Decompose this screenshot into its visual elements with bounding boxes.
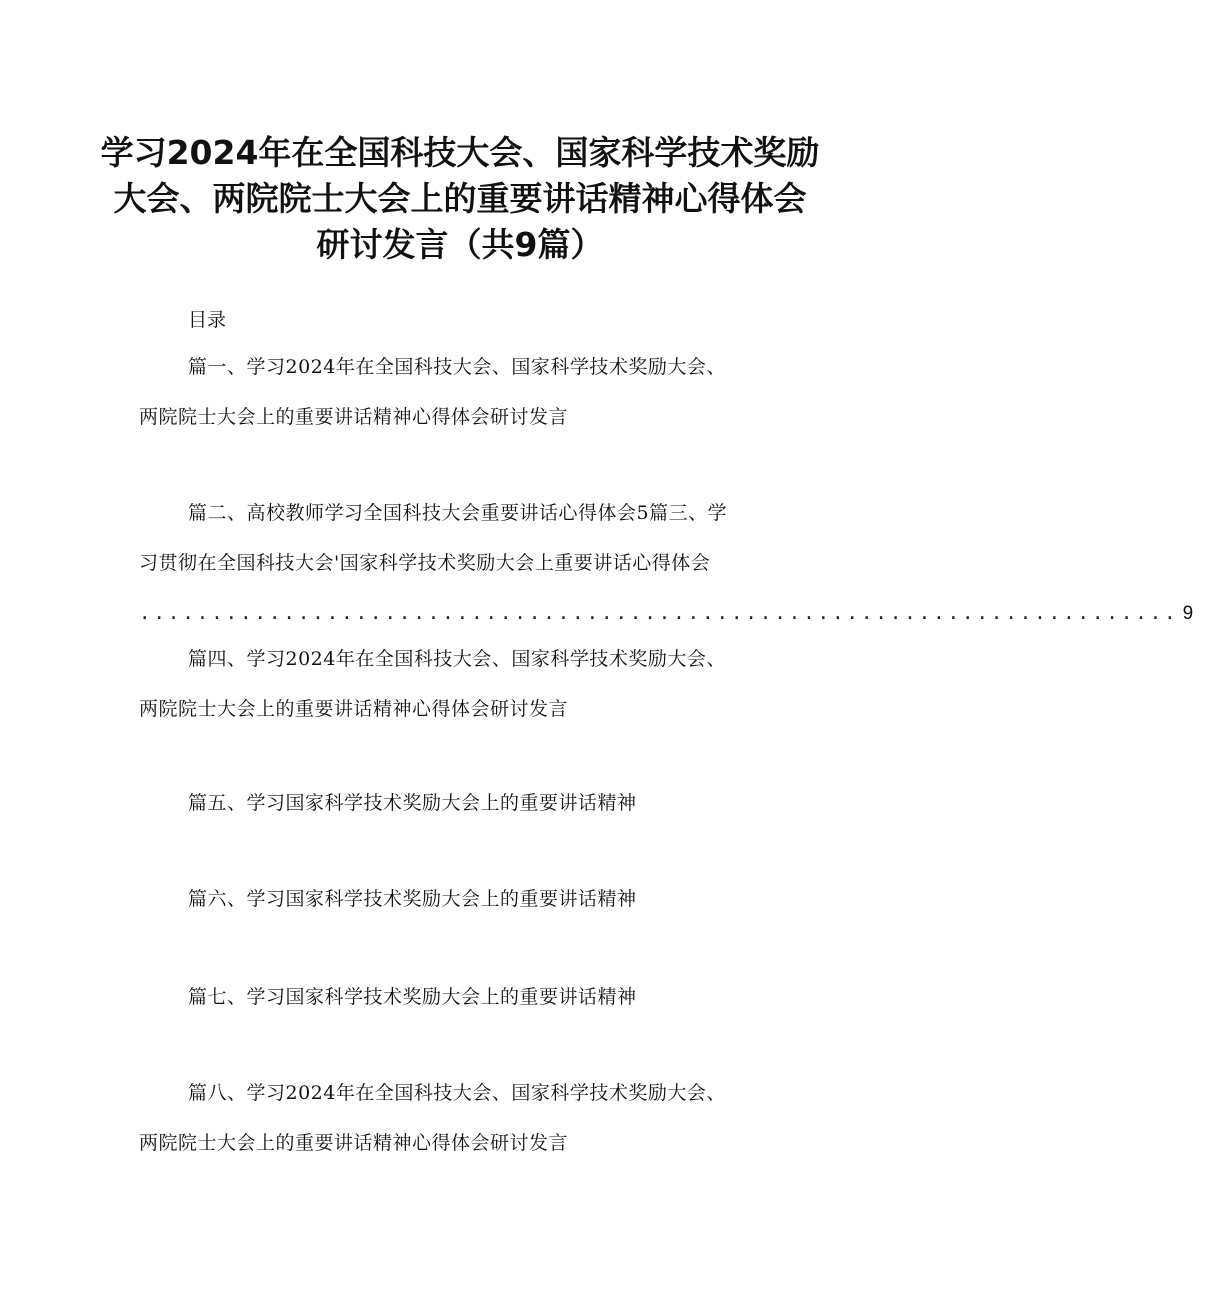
toc-entry-5 <box>139 778 779 828</box>
toc-entry-4 <box>139 634 779 734</box>
toc-entry-2 <box>139 488 1194 639</box>
document-title: 学习2024年在全国科技大会、国家科学技术奖励大会、两院院士大会上的重要讲话精神心得体会研讨发言（共9篇） <box>100 133 820 264</box>
toc-entry-line: 两院院士大会上的重要讲话精神心得体会研讨发言 <box>139 1132 569 1154</box>
toc-entry-line: 篇五、学习国家科学技术奖励大会上的重要讲话精神 <box>188 792 637 814</box>
toc-entry-line: 篇八、学习2024年在全国科技大会、国家科学技术奖励大会、 <box>188 1082 726 1104</box>
toc-page-number: 9 <box>1182 603 1194 624</box>
toc-heading: 目录 <box>188 309 227 331</box>
toc-entry-line: 篇二、高校教师学习全国科技大会重要讲话心得体会5篇三、学 <box>188 502 728 524</box>
toc-entry-8 <box>139 1068 779 1168</box>
toc-entry-line: 习贯彻在全国科技大会'国家科学技术奖励大会上重要讲话心得体会 <box>139 552 711 574</box>
toc-entry-line: 两院院士大会上的重要讲话精神心得体会研讨发言 <box>139 698 569 720</box>
toc-entry-line: 篇七、学习国家科学技术奖励大会上的重要讲话精神 <box>188 986 637 1008</box>
toc-entry-line: 篇六、学习国家科学技术奖励大会上的重要讲话精神 <box>188 888 637 910</box>
toc-dot-leader <box>139 588 1194 639</box>
toc-entry-line: 篇一、学习2024年在全国科技大会、国家科学技术奖励大会、 <box>188 356 726 378</box>
leader-dots: ........................................................................ <box>139 602 1179 624</box>
toc-entry-6 <box>139 874 779 924</box>
toc-entry-line: 篇四、学习2024年在全国科技大会、国家科学技术奖励大会、 <box>188 648 726 670</box>
toc-entry-7 <box>139 972 779 1022</box>
toc-entry-line: 两院院士大会上的重要讲话精神心得体会研讨发言 <box>139 406 569 428</box>
toc-entry-1 <box>139 342 779 442</box>
